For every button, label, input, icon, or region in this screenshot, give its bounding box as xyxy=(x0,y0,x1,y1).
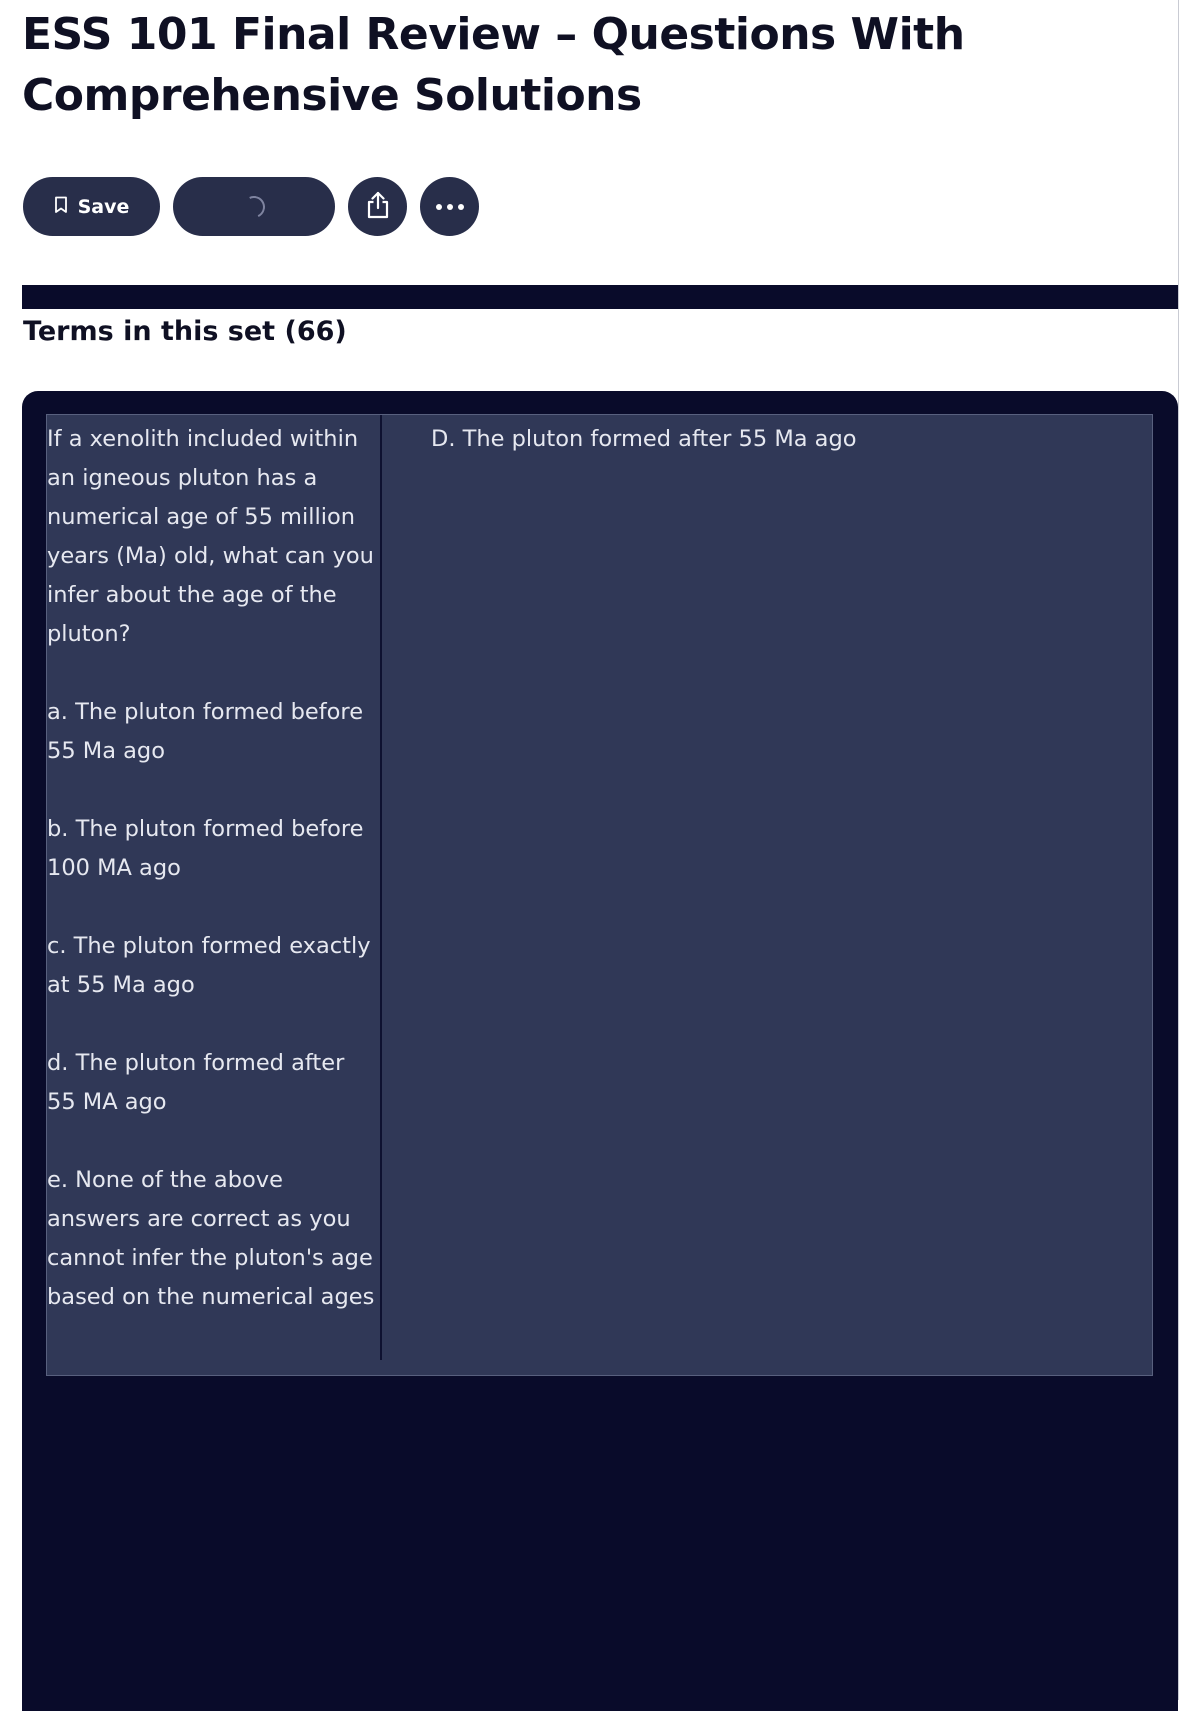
spinner-icon xyxy=(240,192,268,220)
loading-button[interactable] xyxy=(173,177,335,236)
term-option: d. The pluton formed after 55 MA ago xyxy=(47,1050,345,1115)
terms-count-heading: Terms in this set (66) xyxy=(23,316,347,347)
page-edge-rule xyxy=(1178,0,1179,1700)
more-options-button[interactable] xyxy=(420,177,479,236)
more-horizontal-icon xyxy=(435,199,465,214)
term-option: c. The pluton formed exactly at 55 Ma ago xyxy=(47,933,371,998)
section-divider-bar xyxy=(22,285,1178,309)
page-title: ESS 101 Final Review – Questions With Comprehensive Solutions xyxy=(22,9,965,121)
term-question: If a xenolith included within an igneous pluton has a numerical age of 55 million years (Ma) old, what can you infer about the age of the pluton? xyxy=(47,426,374,647)
terms-list xyxy=(22,391,1178,1711)
term-text xyxy=(47,415,380,1317)
term-card xyxy=(46,414,1153,1376)
term-option: e. None of the above answers are correct as you cannot infer the pluton's age based on the numerical ages xyxy=(47,1167,375,1310)
bookmark-icon xyxy=(54,196,68,218)
definition-text: D. The pluton formed after 55 Ma ago xyxy=(431,426,857,452)
share-button[interactable] xyxy=(348,177,407,236)
set-toolbar xyxy=(23,177,479,236)
save-button-label: Save xyxy=(77,195,130,218)
term-option: b. The pluton formed before 100 MA ago xyxy=(47,816,364,881)
term-definition-divider xyxy=(380,415,382,1360)
share-icon xyxy=(365,191,391,222)
save-button[interactable] xyxy=(23,177,160,236)
term-option: a. The pluton formed before 55 Ma ago xyxy=(47,699,364,764)
